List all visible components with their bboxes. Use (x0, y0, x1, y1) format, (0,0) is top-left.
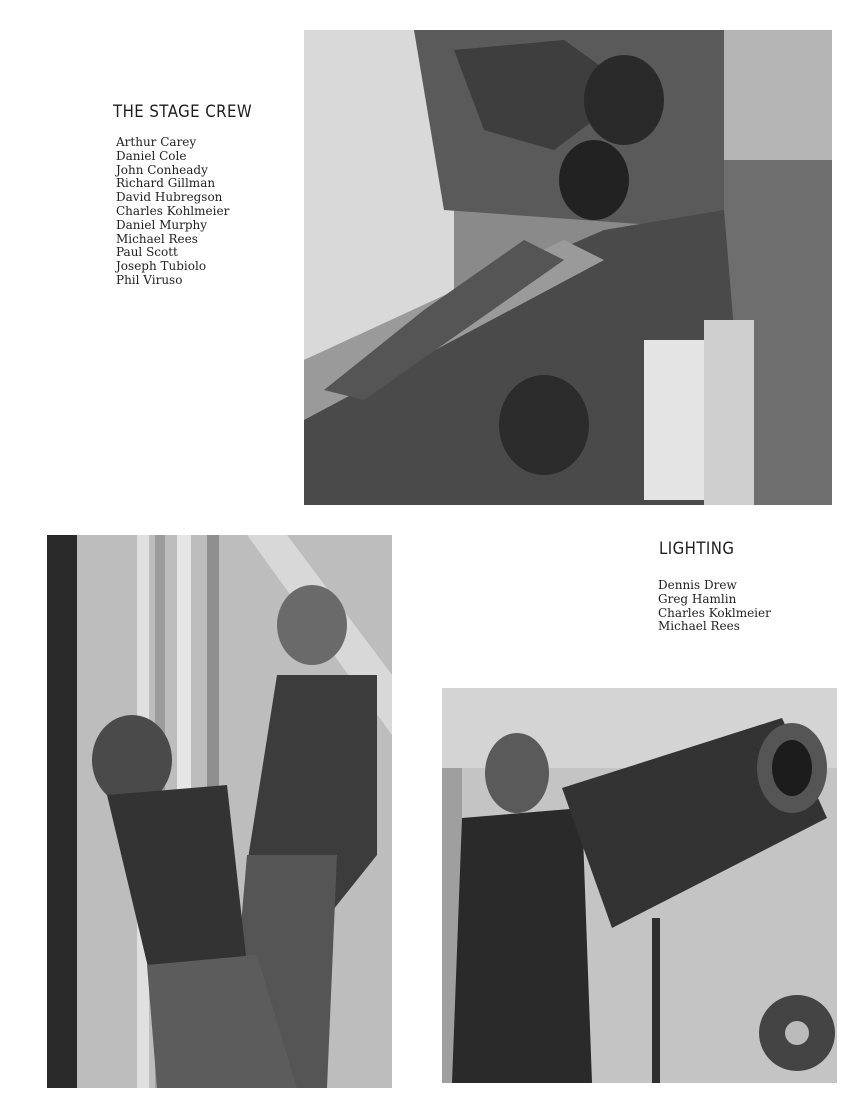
fly-rope-photo-image (47, 535, 392, 1088)
spotlight-photo-image (442, 688, 837, 1083)
stage-crew-name: Phil Viruso (116, 272, 183, 287)
lighting-name: Michael Rees (658, 619, 740, 634)
spotlight-photo (442, 688, 837, 1083)
stage-crew-photo-image (304, 30, 832, 505)
stage-crew-name: John Conheady (116, 162, 208, 177)
stage-crew-name: Daniel Murphy (116, 217, 208, 232)
stage-crew-photo (304, 30, 832, 505)
lighting-name: Charles Koklmeier (658, 605, 771, 620)
stage-crew-name: Joseph Tubiolo (116, 259, 207, 274)
fly-rope-photo (47, 535, 392, 1088)
stage-crew-name: Daniel Cole (116, 148, 187, 163)
stage-crew-name: Charles Kohlmeier (116, 203, 230, 218)
stage-crew-name: David Hubregson (116, 190, 223, 205)
stage-crew-heading: THE STAGE CREW (113, 102, 253, 122)
stage-crew-name: Arthur Carey (116, 135, 197, 149)
stage-crew-name: Richard Gillman (116, 176, 216, 191)
stage-crew-name-list (116, 136, 229, 288)
lighting-heading: LIGHTING (659, 539, 735, 559)
lighting-name-list (658, 579, 771, 634)
stage-crew-name: Michael Rees (116, 231, 198, 246)
lighting-name: Dennis Drew (658, 578, 737, 592)
stage-crew-name: Paul Scott (116, 245, 178, 260)
lighting-name: Greg Hamlin (658, 591, 737, 606)
